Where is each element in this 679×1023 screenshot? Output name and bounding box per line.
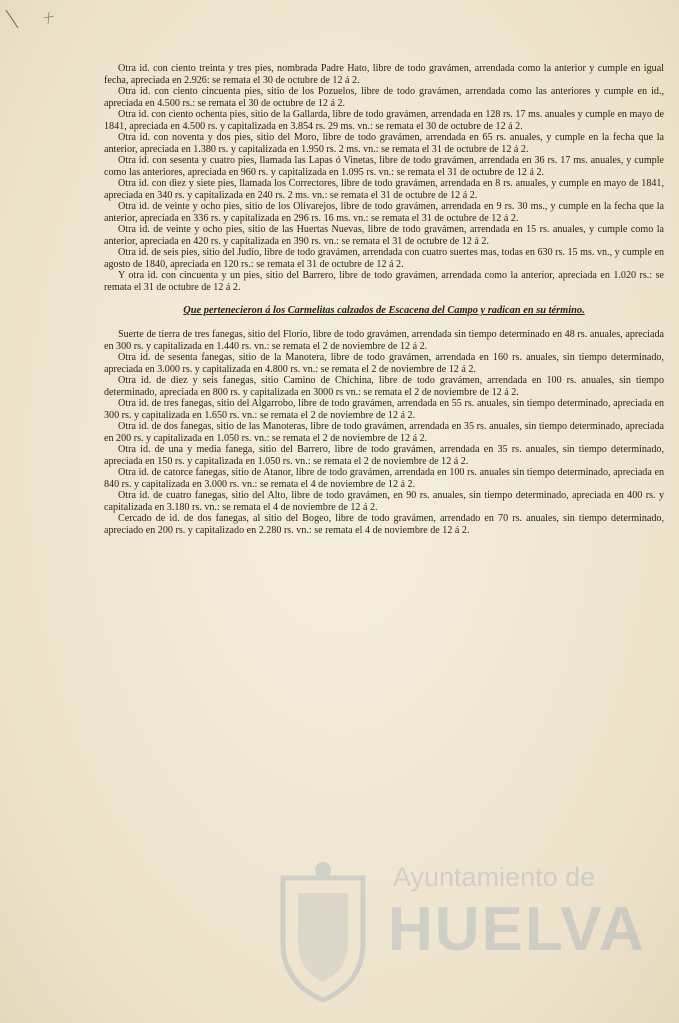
entry-paragraph: Otra id. de catorce fanegas, sitio de Atanor, libre de todo gravámen, arrendada en 100 rs. anuales sin tiempo determinado, apreciada en 840 rs. y capitalizada en 3.000 rs. vn.: se remata el 4 de noviembre de 12 á 2.: [104, 467, 664, 490]
corner-pencil-mark: [4, 6, 64, 46]
coat-of-arms-icon: [268, 858, 378, 1008]
entry-paragraph: Otra id. con noventa y dos pies, sitio del Moro, libre de todo gravámen, arrendada en 65 rs. anuales, y cumple en la fecha que la anterior, apreciada en 1.380 rs. y capitalizada en 1.950 rs. 2 ms. vn.: se remata el 31 de octubre de 12 á 2.: [104, 132, 664, 155]
entry-paragraph: Otra id. de sesenta fanegas, sitio de la Manotera, libre de todo gravámen, arrendada en 160 rs. anuales, sin tiempo determinado, apreciada en 3.000 rs. y capitalizada en 4.800 rs. vn.: se remata el 2 de noviembre de 12 á 2.: [104, 352, 664, 375]
entry-paragraph: Otra id. de veinte y ocho pies, sitio de las Huertas Nuevas, libre de todo gravámen, arrendada en 15 rs. anuales, y cumple como la anterior, apreciada en 420 rs. y capitalizada en 390 rs. vn.: se remata el 31 de octubre de 12 á 2.: [104, 224, 664, 247]
watermark-line1: Ayuntamiento de: [393, 862, 596, 892]
entry-paragraph: Otra id. de cuatro fanegas, sitio del Alto, libre de todo gravámen, en 90 rs. anuales, sin tiempo determinado, apreciada en 400 rs. y capitalizada en 3.180 rs. vn.: se remata el 4 de noviembre de 12 á 2.: [104, 490, 664, 513]
entry-paragraph: Otra id. con ciento cincuenta pies, sitio de los Pozuelos, libre de todo gravámen, arrendada como las anteriores y cumple en id., apreciada en 4.500 rs.: se remata el 30 de octubre de 12 á 2.: [104, 86, 664, 109]
entry-paragraph: Otra id. de dos fanegas, sitio de las Manoteras, libre de todo gravámen, arrendada en 35 rs. anuales, sin tiempo determinado, apreciada en 200 rs. y capitalizada en 1.050 rs. vn.: se remata el 2 de noviembre de 12 á 2.: [104, 421, 664, 444]
entry-paragraph: Otra id. de seis pies, sitio del Judío, libre de todo gravámen, arrendada con cuatro suertes mas, todas en 630 rs. 15 ms. vn., y cumple en agosto de 1840, apreciada en 120 rs.: se remata el 31 de octubre de 12 á 2.: [104, 247, 664, 270]
entry-paragraph: Otra id. con sesenta y cuatro pies, llamada las Lapas ó Vinetas, libre de todo gravámen, arrendada en 36 rs. 17 ms. anuales, y cumple como las anteriores, apreciada en 960 rs. y capitalizada en 1.095 rs. vn.: se remata el 31 de octubre de 12 á 2.: [104, 155, 664, 178]
entry-paragraph: Otra id. de veinte y ocho pies, sitio de los Olivarejos, libre de todo gravámen, arrendada en 9 rs. 30 ms., y cumple en la fecha que la anterior, apreciada en 336 rs. y capitalizada en 296 rs. 16 ms. vn.: se remata el 31 de octubre de 12 á 2.: [104, 201, 664, 224]
watermark-line2: HUELVA: [388, 895, 646, 964]
archive-watermark: [268, 858, 658, 1008]
entries-part1: [104, 63, 664, 293]
entry-paragraph: Otra id. con ciento treinta y tres pies, nombrada Padre Hato, libre de todo gravámen, arrendada como la anterior y cumple en igual fecha, apreciada en 2.926: se remata el 30 de octubre de 12 á 2.: [104, 63, 664, 86]
entry-paragraph: Otra id. con diez y siete pies, llamada los Correctores, libre de todo gravámen, arrendada en 8 rs. anuales, y cumple en mayo de 1841, apreciada en 340 rs. y capitalizada en 240 rs. 2 ms. vn.: se remata el 31 de octubre de 12 á 2.: [104, 178, 664, 201]
section-heading: Que pertenecieron á los Carmelitas calzados de Escacena del Campo y radican en su término.: [183, 305, 585, 316]
entry-paragraph: Cercado de id. de dos fanegas, al sitio del Bogeo, libre de todo gravámen, arrendado en 70 rs. anuales, sin tiempo determinado, apreciado en 200 rs. y capitalizado en 2.280 rs. vn.: se remata el 4 de noviembre de 12 á 2.: [104, 513, 664, 536]
entries-part2: [104, 329, 664, 536]
entry-paragraph: Y otra id. con cincuenta y un pies, sitio del Barrero, libre de todo gravámen, arrendada como la anterior, apreciada en 1.020 rs.: se remata el 31 de octubre de 12 á 2.: [104, 270, 664, 293]
entry-paragraph: Otra id. de diez y seis fanegas, sitio Camino de Chichina, libre de todo gravámen, arrendada en 100 rs. anuales, sin tiempo determinado, apreciada en 800 rs. y capitalizada en 3000 rs vn.: se remata el 2 de noviembre de 12 á 2.: [104, 375, 664, 398]
document-body: [104, 63, 664, 536]
entry-paragraph: Otra id. de una y media fanega, sitio del Barrero, libre de todo gravámen, arrendada en 35 rs. anuales, sin tiempo determinado, apreciada en 150 rs. y capitalizada en 1.050 rs. vn.: se remata el 2 de noviembre de 12 á 2.: [104, 444, 664, 467]
entry-paragraph: Otra id. de tres fanegas, sitio del Algarrobo, libre de todo gravámen, arrendada en 55 rs. anuales, sin tiempo determinado, apreciada en 300 rs. y capitalizada en 1.650 rs. vn.: se remata el 2 de noviembre de 12 á 2.: [104, 398, 664, 421]
entry-paragraph: Otra id. con ciento ochenta pies, sitio de la Gallarda, libre de todo gravámen, arrendada en 128 rs. 17 ms. anuales y cumple en mayo de 1841, apreciada en 4.500 rs. y capitalizada en 3.854 rs. 29 ms. vn.: se remata el 30 de octubre de 12 á 2.: [104, 109, 664, 132]
entry-paragraph: Suerte de tierra de tres fanegas, sitio del Florio, libre de todo gravámen, arrendada sin tiempo determinado en 48 rs. anuales, apreciada en 300 rs. y capitalizada en 1.440 rs. vn.: se remata el 2 de noviembre de 12 á 2.: [104, 329, 664, 352]
